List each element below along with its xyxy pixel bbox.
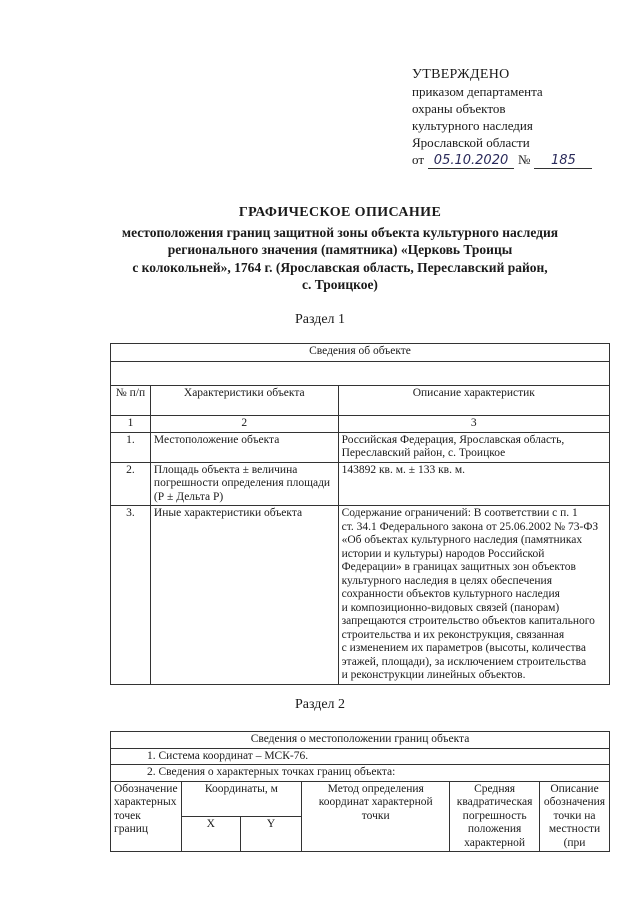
col-number: 2 (150, 416, 338, 433)
approval-heading: УТВЕРЖДЕНО (412, 67, 510, 82)
header-line: Описание (550, 782, 599, 795)
description-line: и реконструкции линейных объектов. (341, 669, 526, 681)
description-line: сохранности объектов культурного наследия (341, 588, 560, 600)
header-line: положения (467, 823, 522, 835)
approval-date-line (412, 151, 592, 169)
description-line: Содержание ограничений: В соответствии с п. 1 (341, 507, 578, 519)
header-line: точки на (553, 809, 596, 822)
description-line: строительства и их реконструкция, связанная (341, 628, 565, 641)
header-line: координат характерной (318, 796, 433, 808)
description-line: Переславский район, с. Троицкое (341, 447, 506, 459)
description-line: Российская Федерация, Ярославская область, (341, 433, 565, 446)
row-num: 2. (111, 462, 151, 506)
title-line: местоположения границ защитной зоны объекта культурного наследия (121, 224, 559, 240)
header-line: Средняя (474, 782, 516, 795)
row-characteristic: Площадь объекта ± величина погрешности определения площади (Р ± Дельта Р) (150, 462, 338, 506)
points-info: 2. Сведения о характерных точках границ объекта: (111, 765, 610, 782)
table-row (111, 462, 610, 506)
header-line: обозначения (543, 796, 606, 808)
coordinate-system: 1. Система координат – МСК-76. (111, 748, 610, 765)
description-line: запрещаются строительство объектов капитального (341, 615, 595, 627)
header-line: характерной (464, 836, 526, 849)
header-characteristic: Характеристики объекта (150, 386, 338, 416)
description-line: Федерации» в границах защитных зон объектов (341, 561, 576, 573)
header-line: точек границ (114, 809, 149, 835)
header-line: характерных (114, 796, 177, 808)
header-line: Обозначение (114, 782, 178, 795)
header-designation (111, 781, 182, 852)
col-number: 1 (111, 416, 151, 433)
header-line: точки (361, 809, 390, 822)
header-description: Описание характеристик (338, 386, 609, 416)
row-description (338, 506, 609, 685)
section-1-label: Раздел 1 (294, 312, 346, 327)
description-line: истории и культуры) народов Российской (341, 547, 545, 560)
object-info-table (110, 343, 610, 685)
header-error (450, 781, 540, 852)
boundary-info-table (110, 731, 610, 852)
description-line: культурного наследия в целях обеспечения (341, 574, 552, 587)
row-characteristic: Иные характеристики объекта (150, 506, 338, 685)
table-row (111, 506, 610, 685)
header-num: № п/п (111, 386, 151, 416)
row-num: 1. (111, 432, 151, 462)
title-main: ГРАФИЧЕСКОЕ ОПИСАНИЕ (238, 205, 442, 220)
description-line: ст. 34.1 Федерального закона от 25.06.2002 № 73-ФЗ (341, 520, 599, 533)
description-line: 143892 кв. м. ± 133 кв. м. (341, 463, 465, 476)
header-x: X (181, 816, 240, 851)
table-caption: Сведения о местоположении границ объекта (111, 732, 610, 749)
row-num: 3. (111, 506, 151, 685)
header-y: Y (240, 816, 301, 851)
number-prefix: № (518, 152, 531, 167)
row-description (338, 432, 609, 462)
header-line: погрешность (462, 809, 527, 822)
approval-line: Ярославской области (412, 135, 530, 150)
description-line: и композиционно-видовых связей (панорам) (341, 601, 560, 614)
header-method (302, 781, 450, 852)
empty-row (111, 362, 610, 386)
section-2-label: Раздел 2 (294, 697, 346, 712)
col-number: 3 (338, 416, 609, 433)
date-prefix: от (412, 152, 425, 167)
handwritten-date: 05.10.2020 (428, 153, 514, 169)
handwritten-number: 185 (534, 153, 592, 169)
description-line: с изменением их параметров (высоты, количества (341, 642, 586, 654)
document-title (90, 204, 590, 294)
header-coords: Координаты, м (181, 781, 302, 816)
approval-line: культурного наследия (412, 118, 533, 133)
title-line: с. Троицкое) (302, 277, 378, 292)
header-line: (при (563, 836, 586, 849)
description-line: этажей, площади), за исключением строительства (341, 655, 587, 668)
header-line: квадратическая (456, 796, 533, 808)
approval-stamp (412, 66, 592, 169)
header-line: Метод определения (327, 782, 424, 795)
description-line: «Об объектах культурного наследия (памятниках (341, 534, 583, 546)
header-location (540, 781, 610, 852)
approval-line: охраны объектов (412, 101, 506, 116)
table-row (111, 432, 610, 462)
title-line: с колокольней», 1764 г. (Ярославская область, Переславский район, (132, 259, 548, 275)
row-description (338, 462, 609, 506)
title-line: регионального значения (памятника) «Церковь Троицы (167, 242, 513, 257)
header-line: местности (548, 823, 601, 835)
approval-line: приказом департамента (412, 84, 543, 99)
table-caption: Сведения об объекте (111, 344, 610, 362)
row-characteristic: Местоположение объекта (150, 432, 338, 462)
